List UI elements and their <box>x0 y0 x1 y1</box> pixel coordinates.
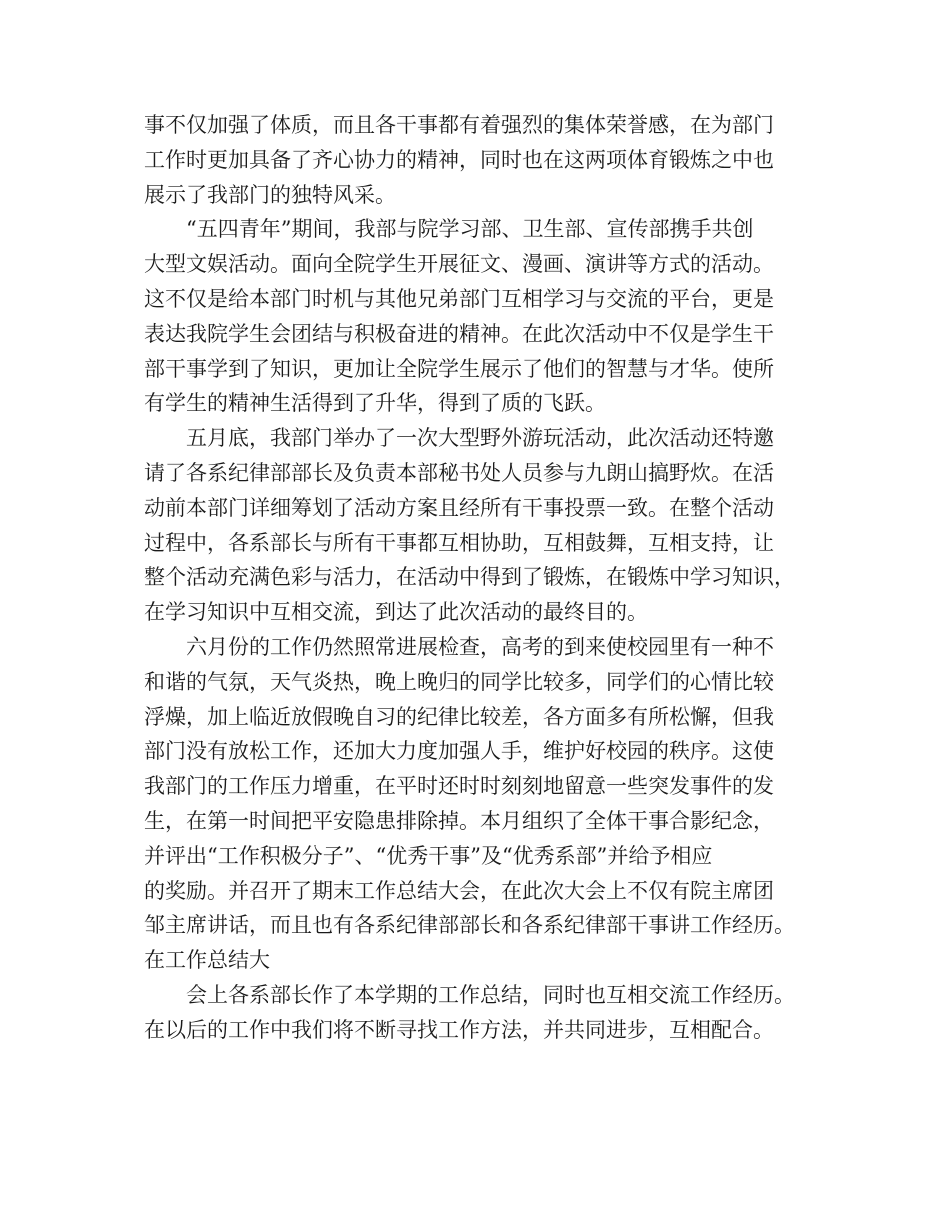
text-line: 在以后的工作中我们将不断寻找工作方法，并共同进步，互相配合。 <box>144 1017 774 1042</box>
text-line: 在学习知识中互相交流，到达了此次活动的最终目的。 <box>144 600 648 625</box>
document-body <box>144 108 834 1048</box>
text-line: 我部门的工作压力增重，在平时还时时刻刻地留意一些突发事件的发 <box>144 774 774 799</box>
text-line: 并评出“工作积极分子”、“优秀干事”及“优秀系部”并给予相应 <box>144 843 713 868</box>
text-line: 部门没有放松工作，还加大力度加强人手，维护好校园的秩序。这使 <box>144 739 774 764</box>
text-line: 大型文娱活动。面向全院学生开展征文、漫画、演讲等方式的活动。 <box>144 252 774 277</box>
paragraph-first-line: 五月底，我部门举办了一次大型野外游玩活动，此次活动还特邀 <box>186 426 774 451</box>
text-line: 邹主席讲话，而且也有各系纪律部部长和各系纪律部干事讲工作经历。 <box>144 913 795 938</box>
text-line: 动前本部门详细筹划了活动方案且经所有干事投票一致。在整个活动 <box>144 495 774 520</box>
text-line: 在工作总结大 <box>144 948 270 973</box>
text-line: 请了各系纪律部部长及负责本部秘书处人员参与九朗山搞野炊。在活 <box>144 460 774 485</box>
text-line: 事不仅加强了体质，而且各干事都有着强烈的集体荣誉感，在为部门 <box>144 113 774 137</box>
text-line: 过程中，各系部长与所有干事都互相协助，互相鼓舞，互相支持，让 <box>144 530 774 555</box>
text-line: 整个活动充满色彩与活力，在活动中得到了锻炼，在锻炼中学习知识， <box>144 565 795 590</box>
text-line: 展示了我部门的独特风采。 <box>144 182 396 207</box>
text-line: 部干事学到了知识，更加让全院学生展示了他们的智慧与才华。使所 <box>144 356 774 381</box>
text-line: 生，在第一时间把平安隐患排除掉。本月组织了全体干事合影纪念， <box>144 808 774 833</box>
paragraph-first-line: “五四青年”期间，我部与院学习部、卫生部、宣传部携手共创 <box>186 217 754 242</box>
text-line: 有学生的精神生活得到了升华，得到了质的飞跃。 <box>144 391 606 416</box>
text-line: 工作时更加具备了齐心协力的精神，同时也在这两项体育锻炼之中也 <box>144 147 774 172</box>
text-line: 表达我院学生会团结与积极奋进的精神。在此次活动中不仅是学生干 <box>144 321 774 346</box>
text-line: 的奖励。并召开了期末工作总结大会，在此次大会上不仅有院主席团 <box>144 878 774 903</box>
paragraph-first-line: 六月份的工作仍然照常进展检查，高考的到来使校园里有一种不 <box>186 634 774 659</box>
text-line: 和谐的气氛，天气炎热，晚上晚归的同学比较多，同学们的心情比较 <box>144 669 774 694</box>
paragraph-first-line: 会上各系部长作了本学期的工作总结，同时也互相交流工作经历。 <box>186 982 795 1007</box>
text-line: 浮燥，加上临近放假晚自习的纪律比较差，各方面多有所松懈，但我 <box>144 704 774 729</box>
text-line: 这不仅是给本部门时机与其他兄弟部门互相学习与交流的平台，更是 <box>144 286 774 311</box>
